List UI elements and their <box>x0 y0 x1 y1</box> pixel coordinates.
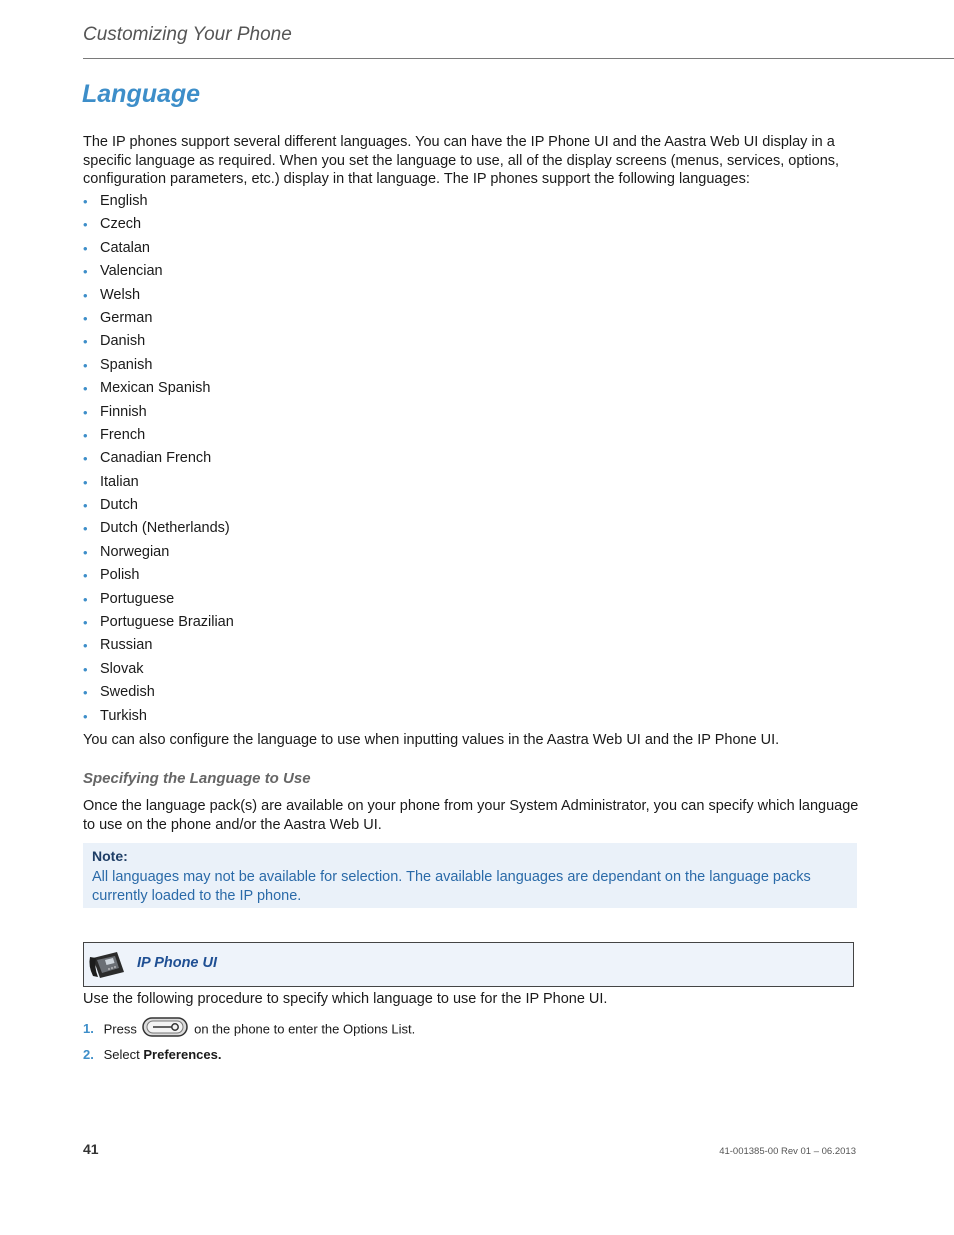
list-item: • Polish <box>83 564 234 587</box>
page-number: 41 <box>83 1141 99 1157</box>
intro-paragraph: The IP phones support several different languages. You can have the IP Phone UI and the Aastra Web UI display in a specific language as required. When you set the language to use, all of the display screens (menus, services, options, configuration parameters, etc.) display in that language. The IP phones support the following languages: <box>83 134 840 187</box>
bullet-icon: • <box>83 661 88 677</box>
bullet-icon: • <box>83 638 88 654</box>
list-item: • Italian <box>83 471 234 494</box>
list-item: • Canadian French <box>83 447 234 470</box>
ip-phone-ui-banner <box>83 942 854 987</box>
bullet-icon: • <box>83 240 88 256</box>
list-item: • Catalan <box>83 237 234 260</box>
list-item: • Russian <box>83 634 234 657</box>
config-paragraph: You can also configure the language to use when inputting values in the Aastra Web UI and the IP Phone UI. <box>83 732 780 748</box>
list-item: • Portuguese <box>83 588 234 611</box>
list-item: • Mexican Spanish <box>83 377 234 400</box>
language-list <box>83 190 234 728</box>
list-item: • French <box>83 424 234 447</box>
list-item: • Finnish <box>83 401 234 424</box>
bullet-icon: • <box>83 287 88 303</box>
list-item: • Valencian <box>83 260 234 283</box>
bullet-icon: • <box>83 521 88 537</box>
list-item: • Dutch (Netherlands) <box>83 517 234 540</box>
bullet-icon: • <box>83 498 88 514</box>
bullet-icon: • <box>83 708 88 724</box>
section-subheading: Specifying the Language to Use <box>83 770 311 787</box>
step-menu-item: Preferences. <box>143 1047 222 1062</box>
step-text-before: Press <box>103 1021 137 1037</box>
step-text-after: on the phone to enter the Options List. <box>194 1021 416 1037</box>
bullet-icon: • <box>83 264 88 280</box>
list-item: • Danish <box>83 330 234 353</box>
ip-phone-ui-label: IP Phone UI <box>137 955 218 971</box>
desk-phone-icon <box>87 948 127 985</box>
list-item: • Welsh <box>83 284 234 307</box>
bullet-icon: • <box>83 217 88 233</box>
procedure-intro: Use the following procedure to specify which language to use for the IP Phone UI. <box>83 991 608 1007</box>
bullet-icon: • <box>83 591 88 607</box>
step-text-before: Select <box>103 1047 140 1062</box>
list-item: • Swedish <box>83 681 234 704</box>
running-header: Customizing Your Phone <box>83 24 292 45</box>
note-box <box>83 843 857 908</box>
note-label: Note: <box>92 848 128 864</box>
header-divider <box>83 58 954 59</box>
specify-paragraph: Once the language pack(s) are available on your phone from your System Administrator, you can specify which language to use on the phone and/or the Aastra Web UI. <box>83 798 859 833</box>
step-number: 2. <box>83 1047 94 1062</box>
bullet-icon: • <box>83 544 88 560</box>
bullet-icon: • <box>83 685 88 701</box>
list-item: • English <box>83 190 234 213</box>
list-item: • Norwegian <box>83 541 234 564</box>
page-title: Language <box>82 80 201 108</box>
note-text: All languages may not be available for selection. The available languages are dependant on the language packs currently loaded to the IP phone. <box>92 869 811 904</box>
procedure-step-2 <box>83 1045 221 1065</box>
bullet-icon: • <box>83 474 88 490</box>
bullet-icon: • <box>83 194 88 209</box>
procedure-step-1 <box>83 1017 415 1043</box>
list-item: • Portuguese Brazilian <box>83 611 234 634</box>
bullet-icon: • <box>83 451 88 467</box>
bullet-icon: • <box>83 310 88 326</box>
bullet-icon: • <box>83 334 88 350</box>
list-item: • German <box>83 307 234 330</box>
list-item: • Spanish <box>83 354 234 377</box>
list-item: • Slovak <box>83 658 234 681</box>
list-item: • Czech <box>83 213 234 236</box>
bullet-icon: • <box>83 615 88 631</box>
document-id: 41-001385-00 Rev 01 – 06.2013 <box>719 1146 856 1157</box>
step-number: 1. <box>83 1021 94 1037</box>
list-item: • Turkish <box>83 705 234 728</box>
bullet-icon: • <box>83 404 88 420</box>
bullet-icon: • <box>83 357 88 373</box>
list-item: • Dutch <box>83 494 234 517</box>
bullet-icon: • <box>83 381 88 397</box>
options-key-icon <box>142 1017 188 1043</box>
bullet-icon: • <box>83 568 88 584</box>
bullet-icon: • <box>83 427 88 443</box>
